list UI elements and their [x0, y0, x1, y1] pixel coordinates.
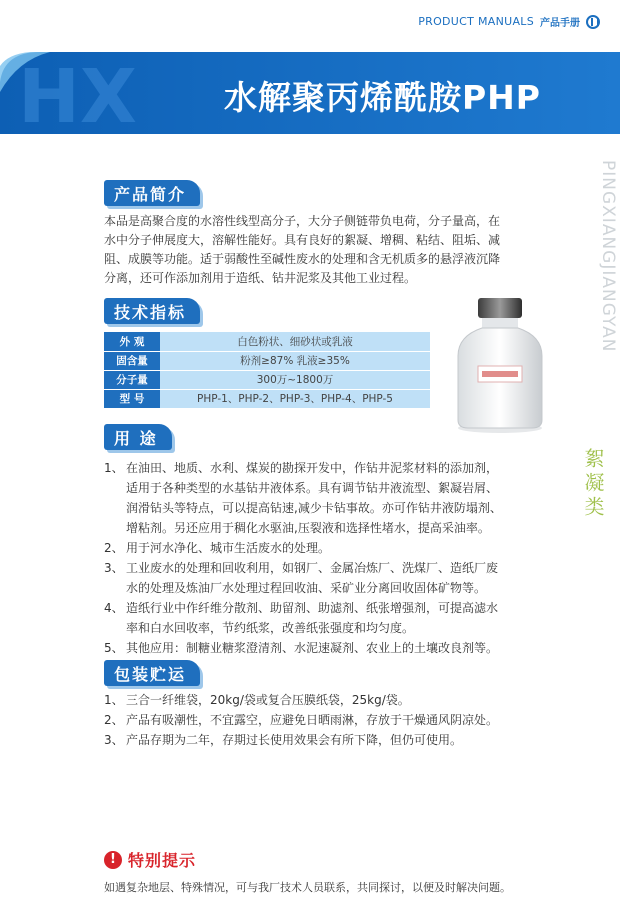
notice-text: 如遇复杂地层、特殊情况，可与我厂技术人员联系，共同探讨，以便及时解决问题。	[104, 881, 511, 894]
item-line: 在油田、地质、水利、煤炭的勘探开发中，作钻井泥浆材料的添加剂，	[126, 461, 499, 475]
title-banner	[0, 52, 620, 134]
item-line: 适用于各种类型的水基钻井液体系。具有调节钻井液流型、絮凝岩屑、	[126, 481, 499, 495]
item-number: 3、	[104, 733, 124, 747]
svg-text:HX: HX	[18, 54, 137, 134]
item-line: 增粘剂。另还应用于稠化水驱油,压裂液和选择性堵水，提高采油率。	[126, 521, 490, 535]
notice-heading: 特别提示	[128, 851, 197, 870]
list-item	[104, 638, 554, 658]
item-line: 产品有吸潮性，不宜露空，应避免日晒雨淋，存放于干燥通风阴凉处。	[126, 713, 499, 727]
list-item	[104, 538, 554, 558]
item-number: 3、	[104, 561, 124, 575]
side-category: 絮凝类	[581, 448, 605, 520]
item-line: 三合一纤维袋，20kg/袋或复合压膜纸袋，25kg/袋。	[126, 693, 410, 707]
section-usage-heading: 用 途	[104, 424, 172, 450]
item-line: 水的处理及炼油厂水处理过程回收油、采矿业分离回收固体矿物等。	[126, 581, 487, 595]
item-line: 造纸行业中作纤维分散剂、助留剂、助滤剂、纸张增强剂，可提高滤水	[126, 601, 499, 615]
manual-label-en: PRODUCT MANUALS	[418, 15, 534, 28]
intro-line: 分离，还可作添加剂用于造纸、钻井泥浆及其他工业过程。	[104, 271, 417, 285]
item-line: 润滑钻头等特点，可以提高钻速,减少卡钻事故。亦可作钻井液防塌剂、	[126, 501, 502, 515]
item-line: 产品存期为二年，存期过长使用效果会有所下降，但仍可使用。	[126, 733, 463, 747]
item-number: 4、	[104, 601, 124, 615]
usage-list	[104, 458, 554, 658]
list-item	[104, 710, 554, 730]
spec-value: 300万~1800万	[160, 370, 430, 389]
item-line: 工业废水的处理和回收利用，如钢厂、金属冶炼厂、洗煤厂、造纸厂废	[126, 561, 499, 575]
table-row	[104, 332, 430, 351]
spec-key: 外 观	[104, 332, 160, 351]
list-item	[104, 690, 554, 710]
table-row	[104, 351, 430, 370]
item-line: 用于河水净化、城市生活废水的处理。	[126, 541, 331, 555]
company-logo-icon	[586, 15, 600, 29]
intro-line: 阻、成膜等功能。适于弱酸性至碱性废水的处理和含无机质多的悬浮液沉降	[104, 252, 501, 266]
spec-table	[104, 332, 430, 409]
section-spec-heading: 技术指标	[104, 298, 200, 324]
spec-value: 白色粉状、细砂状或乳液	[160, 332, 430, 351]
table-row	[104, 370, 430, 389]
header-bar	[418, 14, 600, 29]
item-number: 2、	[104, 541, 124, 555]
item-number: 1、	[104, 693, 124, 707]
intro-line: 水中分子伸展度大，溶解性能好。具有良好的絮凝、增稠、粘结、阻垢、减	[104, 233, 501, 247]
section-intro-heading: 产品简介	[104, 180, 200, 206]
item-line: 其他应用：制糖业糖浆澄清剂、水泥速凝剂、农业上的土壤改良剂等。	[126, 641, 499, 655]
spec-value: PHP-1、PHP-2、PHP-3、PHP-4、PHP-5	[160, 389, 430, 408]
item-number: 1、	[104, 461, 124, 475]
manual-label-cn: 产品手册	[540, 18, 580, 29]
item-number: 2、	[104, 713, 124, 727]
product-bottle-image	[450, 296, 550, 434]
intro-paragraph	[104, 212, 544, 288]
exclamation-icon: !	[104, 851, 122, 869]
list-item	[104, 598, 554, 638]
item-line: 率和白水回收率，节约纸浆，改善纸张强度和均匀度。	[126, 621, 415, 635]
packing-list	[104, 690, 554, 750]
table-row	[104, 389, 430, 408]
spec-value: 粉剂≥87% 乳液≥35%	[160, 351, 430, 370]
section-packing-heading: 包装贮运	[104, 660, 200, 686]
intro-line: 本品是高聚合度的水溶性线型高分子，大分子侧链带负电荷，分子量高，在	[104, 214, 501, 228]
list-item	[104, 458, 554, 538]
list-item	[104, 730, 554, 750]
list-item	[104, 558, 554, 598]
spec-key: 型 号	[104, 389, 160, 408]
spec-key: 固含量	[104, 351, 160, 370]
spec-key: 分子量	[104, 370, 160, 389]
special-notice	[104, 848, 196, 871]
page-title: 水解聚丙烯酰胺PHP	[224, 78, 541, 117]
side-pinyin: PINGXIANGJIANGYAN	[598, 160, 618, 353]
item-number: 5、	[104, 641, 124, 655]
